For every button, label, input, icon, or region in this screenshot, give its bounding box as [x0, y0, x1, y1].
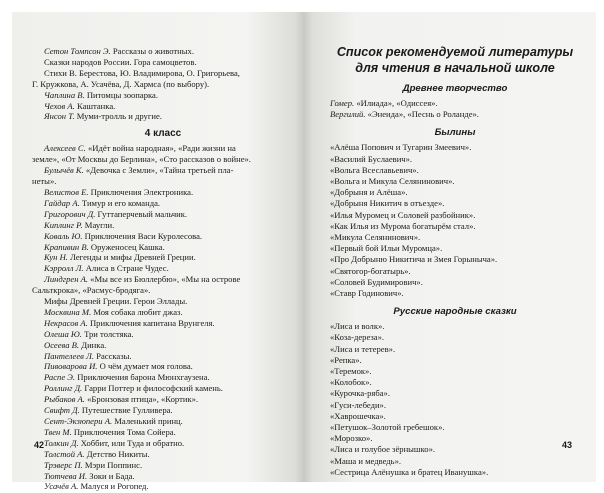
- list-item: [330, 142, 580, 153]
- entry-text: «Как Илья из Мурома богатырём стал».: [330, 220, 476, 231]
- author-name: Алексеев С.: [44, 143, 86, 154]
- author-name: Толстой А.: [44, 448, 85, 459]
- list-item: [330, 198, 580, 209]
- list-item: [32, 405, 294, 416]
- list-item: [32, 460, 294, 471]
- entry-text: Зоки и Бада.: [87, 470, 135, 481]
- entry-text: Питомцы зоопарка.: [84, 89, 159, 100]
- author-name: Коваль Ю.: [44, 230, 83, 241]
- entry-text: «Репка».: [330, 354, 362, 365]
- entry-text: Г. Кружкова, А. Усачёва, Д. Хармса (по выбору).: [32, 78, 210, 89]
- entry-text: «Про Добрыню Никитича и Змея Горыныча».: [330, 254, 498, 265]
- list-item: [330, 332, 580, 343]
- list-item: [330, 221, 580, 232]
- entry-text: «Сестрица Алёнушка и братец Иванушка».: [330, 466, 489, 477]
- author-name: Рыбаков А.: [44, 394, 85, 405]
- list-item: [330, 321, 580, 332]
- list-item: [32, 361, 294, 372]
- entry-text: «Девочка с Земли», «Тайна третьей пла-: [83, 165, 234, 176]
- list-item: [32, 176, 294, 187]
- author-name: Гомер.: [330, 98, 355, 108]
- page-number-right: 43: [561, 440, 572, 450]
- entry-text: Алиса в Стране Чудес.: [83, 263, 169, 274]
- entry-text: Малуся и Рогопед.: [78, 481, 149, 492]
- right-sections: [330, 83, 580, 478]
- author-name: Сент-Экзюпери А.: [44, 416, 113, 426]
- left-page: [12, 12, 304, 492]
- entry-text: «Гуси-лебеди».: [330, 399, 386, 410]
- entry-text: «Илиада», «Одиссея».: [354, 98, 438, 108]
- left-list-top: [32, 46, 294, 122]
- entry-text: «Колобок».: [330, 377, 372, 388]
- section-heading: Древнее творчество: [402, 83, 508, 94]
- list-item: [32, 296, 294, 307]
- list-item: [330, 444, 580, 455]
- entry-text: Муми-тролль и другие.: [74, 111, 162, 122]
- entry-text: «Маша и медведь».: [330, 455, 402, 466]
- entry-text: неты».: [32, 176, 57, 187]
- section-heading: Русские народные сказки: [393, 306, 517, 318]
- list-item: [330, 288, 580, 299]
- title-line-2: для чтения в начальной школе: [355, 61, 555, 75]
- list-item: [32, 427, 294, 438]
- entry-text: Сальткрока», «Расмус-бродяга».: [32, 285, 151, 296]
- entry-text: Детство Никиты.: [84, 448, 150, 459]
- list-item: [330, 232, 580, 243]
- list-item: [32, 340, 294, 351]
- entry-text: Каштанка.: [74, 100, 116, 111]
- entry-text: «Петушок–Золотой гребешок».: [330, 422, 445, 433]
- entry-text: Тимур и его команда.: [79, 197, 161, 208]
- list-item: [330, 456, 580, 467]
- list-item: [330, 366, 580, 377]
- list-item: [32, 68, 294, 79]
- list-item: [330, 433, 580, 444]
- author-name: Трэверс П.: [44, 459, 83, 470]
- list-item: [32, 252, 294, 263]
- list-item: [32, 231, 294, 242]
- list-item: [32, 274, 294, 285]
- author-name: Вергилий.: [330, 109, 366, 120]
- entry-text: «Василий Буслаевич».: [330, 153, 413, 164]
- entry-text: «Коза-дереза».: [330, 332, 385, 343]
- author-name: Усачёв А.: [44, 481, 79, 492]
- list-item: [330, 266, 580, 277]
- list-item: [32, 383, 294, 394]
- list-item: [330, 277, 580, 288]
- entry-text: Мифы Древней Греции. Герои Эллады.: [44, 296, 188, 307]
- entry-text: Рассказы о животных.: [110, 46, 195, 56]
- list-item: [32, 220, 294, 231]
- list-item: [32, 318, 294, 329]
- list-item: [32, 57, 294, 68]
- author-name: Москвина М.: [44, 306, 92, 317]
- author-name: Твен М.: [44, 426, 72, 437]
- entry-text: Маленький принц.: [112, 416, 183, 426]
- list-item: [32, 285, 294, 296]
- list-item: [32, 101, 294, 112]
- entry-text: «Идёт война народная», «Ради жизни на: [85, 143, 236, 154]
- list-item: [32, 209, 294, 220]
- list-item: [32, 79, 294, 90]
- list-item: [330, 254, 580, 265]
- entry-text: Маугли.: [82, 219, 115, 230]
- list-item: [32, 143, 294, 154]
- entry-text: «Святогор-богатырь».: [330, 265, 411, 276]
- title-line-1: Список рекомендуемой литературы: [336, 45, 574, 59]
- author-name: Осеева В.: [44, 339, 80, 350]
- entry-text: «Добрыня и Алёша».: [330, 187, 408, 198]
- list-item: [32, 351, 294, 362]
- entry-text: О чём думает моя голова.: [97, 361, 193, 372]
- left-list-bottom: [32, 143, 294, 492]
- author-name: Толкин Д.: [44, 437, 79, 448]
- entry-text: Хоббит, или Туда и обратно.: [78, 437, 185, 448]
- author-name: Линдгрен А.: [44, 274, 89, 285]
- list-item: [32, 111, 294, 122]
- author-name: Тютчева И.: [44, 470, 88, 481]
- entry-text: «Бронзовая птица», «Кортик».: [84, 394, 199, 405]
- list-item: [330, 154, 580, 165]
- list-item: [32, 471, 294, 482]
- list-item: [32, 449, 294, 460]
- list-item: [330, 243, 580, 254]
- list-item: [32, 372, 294, 383]
- entry-text: «Ставр Годинович».: [330, 288, 404, 299]
- list-item: [330, 355, 580, 366]
- author-name: Сетон Томпсон Э.: [44, 46, 111, 56]
- entry-text: Оруженосец Кашка.: [88, 241, 165, 252]
- list-item: [32, 416, 294, 427]
- list-item: [32, 187, 294, 198]
- entry-text: «Мы все из Бюллербю», «Мы на острове: [88, 274, 241, 285]
- author-name: Янсон Т.: [44, 111, 75, 122]
- list-item: [32, 198, 294, 209]
- entry-text: «Илья Муромец и Соловей разбойник».: [330, 209, 476, 220]
- entry-text: «Соловей Будимирович».: [330, 276, 423, 287]
- list-item: [32, 154, 294, 165]
- list-item: [32, 438, 294, 449]
- entry-text: Приключения капитана Врунгеля.: [87, 317, 215, 328]
- entry-text: Стихи В. Берестова, Ю. Владимирова, О. Григорьева,: [44, 67, 240, 78]
- list-item: [32, 46, 294, 57]
- grade-heading: 4 класс: [144, 128, 182, 140]
- entry-text: «Вольга Всеславьевич».: [330, 164, 419, 175]
- entry-text: «Лиса и голубое зёрнышко».: [330, 444, 436, 455]
- entry-text: Приключения Электроника.: [88, 186, 194, 197]
- entry-text: «Теремок».: [330, 366, 372, 377]
- entry-text: «Хаврошечка».: [330, 410, 386, 421]
- entry-text: Легенды и мифы Древней Греции.: [67, 252, 196, 263]
- list-item: [330, 176, 580, 187]
- author-name: Велистов Е.: [44, 186, 89, 197]
- open-book: [12, 12, 596, 492]
- entry-text: Мэри Поппинс.: [82, 459, 143, 470]
- entry-text: Путешествие Гулливера.: [79, 405, 173, 416]
- list-item: [330, 187, 580, 198]
- author-name: Крапивин В.: [44, 241, 89, 252]
- author-name: Свифт Д.: [44, 405, 80, 416]
- entry-text: «Микула Селянинович».: [330, 232, 421, 243]
- entry-text: «Энеида», «Песнь о Роланде».: [365, 109, 479, 120]
- author-name: Чаплина В.: [44, 89, 85, 100]
- author-name: Чехов А.: [44, 100, 75, 111]
- entry-text: Гарри Поттер и философский камень.: [82, 383, 223, 394]
- entry-text: Динка.: [79, 339, 107, 350]
- author-name: Кэрролл Л.: [44, 263, 84, 274]
- entry-text: земле», «От Москвы до Берлина», «Сто рассказов о войне».: [32, 154, 251, 165]
- list-item: [32, 394, 294, 405]
- list-item: [330, 400, 580, 411]
- author-name: Григорович Д.: [44, 208, 96, 219]
- list-item: [32, 242, 294, 253]
- list-item: [330, 411, 580, 422]
- list-item: [330, 467, 580, 478]
- entry-text: Приключения Тома Сойера.: [71, 426, 176, 437]
- page-title: [330, 44, 580, 76]
- entry-text: «Добрыня Никитич в отъезде».: [330, 198, 445, 209]
- page-number-left: 42: [34, 440, 45, 450]
- entry-text: «Морозко».: [330, 433, 373, 444]
- author-name: Олеша Ю.: [44, 328, 82, 339]
- author-name: Некрасов А.: [44, 317, 88, 328]
- entry-text: Рассказы.: [94, 350, 132, 361]
- list-item: [330, 344, 580, 355]
- author-name: Пивоварова И.: [44, 361, 98, 372]
- entry-text: Гуттаперчевый мальчик.: [95, 208, 188, 219]
- entry-text: Три толстяка.: [81, 328, 134, 339]
- entry-text: «Лиса и тетерев».: [330, 343, 396, 354]
- list-item: [330, 98, 580, 109]
- list-item: [32, 307, 294, 318]
- list-item: [32, 329, 294, 340]
- author-name: Распе Э.: [44, 372, 76, 383]
- list-item: [330, 165, 580, 176]
- list-item: [330, 109, 580, 120]
- entry-text: «Алёша Попович и Тугарин Змеевич».: [330, 142, 472, 153]
- entry-text: «Первый бой Ильи Муромца».: [330, 243, 443, 254]
- author-name: Киплинг Р.: [44, 219, 83, 230]
- list-item: [330, 422, 580, 433]
- author-name: Роллинг Д.: [44, 383, 83, 394]
- entry-text: Приключения Васи Куролесова.: [82, 230, 203, 241]
- entry-text: «Лиса и волк».: [330, 321, 385, 332]
- entry-text: «Курочка-ряба».: [330, 388, 390, 399]
- list-item: [330, 210, 580, 221]
- entry-text: Приключения барона Мюнхгаузена.: [75, 372, 210, 383]
- entry-text: «Вольга и Микула Селянинович».: [330, 176, 455, 187]
- list-item: [330, 377, 580, 388]
- author-name: Булычёв К.: [44, 165, 84, 176]
- author-name: Кун Н.: [44, 252, 68, 263]
- right-page: [304, 12, 596, 482]
- list-item: [330, 388, 580, 399]
- author-name: Гайдар А.: [44, 197, 80, 208]
- list-item: [32, 90, 294, 101]
- section-heading: Былины: [434, 127, 476, 139]
- author-name: Пантелеев Л.: [44, 350, 95, 361]
- entry-text: Сказки народов России. Гора самоцветов.: [44, 56, 197, 67]
- entry-text: Моя собака любит джаз.: [91, 306, 183, 317]
- list-item: [32, 165, 294, 176]
- list-item: [32, 481, 294, 492]
- list-item: [32, 263, 294, 274]
